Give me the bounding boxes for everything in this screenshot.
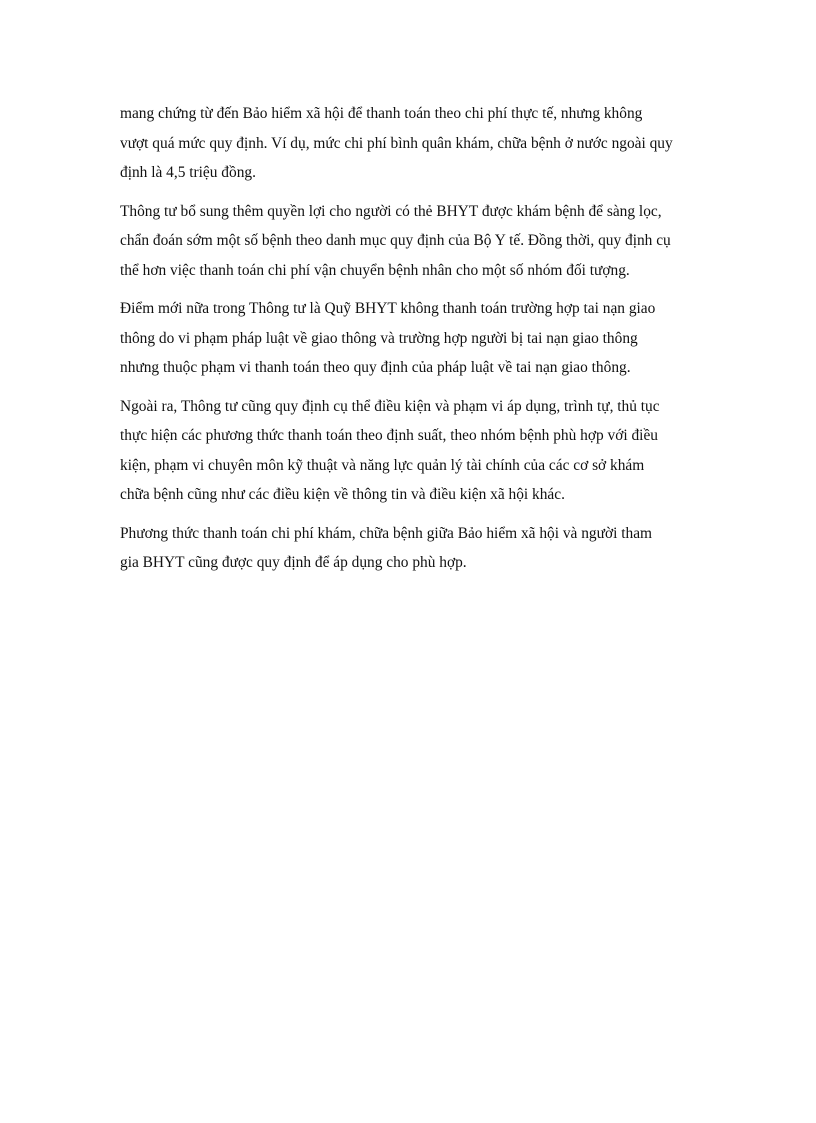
text-line: gia BHYT cũng được quy định để áp dụng cho phù hợp. (120, 554, 467, 571)
text-line: vượt quá mức quy định. Ví dụ, mức chi phí bình quân khám, chữa bệnh ở nước ngoài quy (120, 134, 673, 152)
text-line: nhưng thuộc phạm vi thanh toán theo quy định của pháp luật về tai nạn giao thông. (120, 359, 631, 376)
text-line: chẩn đoán sớm một số bệnh theo danh mục quy định của Bộ Y tế. Đồng thời, quy định cụ (120, 232, 671, 249)
document-body (120, 99, 710, 587)
text-line: thông do vi phạm pháp luật về giao thông và trường hợp người bị tai nạn giao thông (120, 329, 638, 347)
text-line: Ngoài ra, Thông tư cũng quy định cụ thể điều kiện và phạm vi áp dụng, trình tự, thủ tục (120, 397, 660, 415)
text-line: chữa bệnh cũng như các điều kiện về thông tin và điều kiện xã hội khác. (120, 486, 565, 503)
paragraph-5 (120, 519, 710, 578)
paragraph-3 (120, 294, 710, 383)
paragraph-1 (120, 99, 710, 188)
text-line: thể hơn việc thanh toán chi phí vận chuyển bệnh nhân cho một số nhóm đối tượng. (120, 261, 630, 279)
text-line: định là 4,5 triệu đồng. (120, 164, 256, 181)
text-line: Thông tư bổ sung thêm quyền lợi cho người có thẻ BHYT được khám bệnh để sàng lọc, (120, 202, 662, 220)
text-line: thực hiện các phương thức thanh toán theo định suất, theo nhóm bệnh phù hợp với điều (120, 427, 658, 444)
text-line: kiện, phạm vi chuyên môn kỹ thuật và năng lực quản lý tài chính của các cơ sở khám (120, 456, 645, 474)
text-line: Điểm mới nữa trong Thông tư là Quỹ BHYT không thanh toán trường hợp tai nạn giao (120, 300, 656, 317)
paragraph-4 (120, 392, 710, 510)
paragraph-2 (120, 197, 710, 286)
text-line: mang chứng từ đến Bảo hiểm xã hội để thanh toán theo chi phí thực tế, nhưng không (120, 105, 643, 122)
text-line: Phương thức thanh toán chi phí khám, chữa bệnh giữa Bảo hiểm xã hội và người tham (120, 524, 652, 542)
